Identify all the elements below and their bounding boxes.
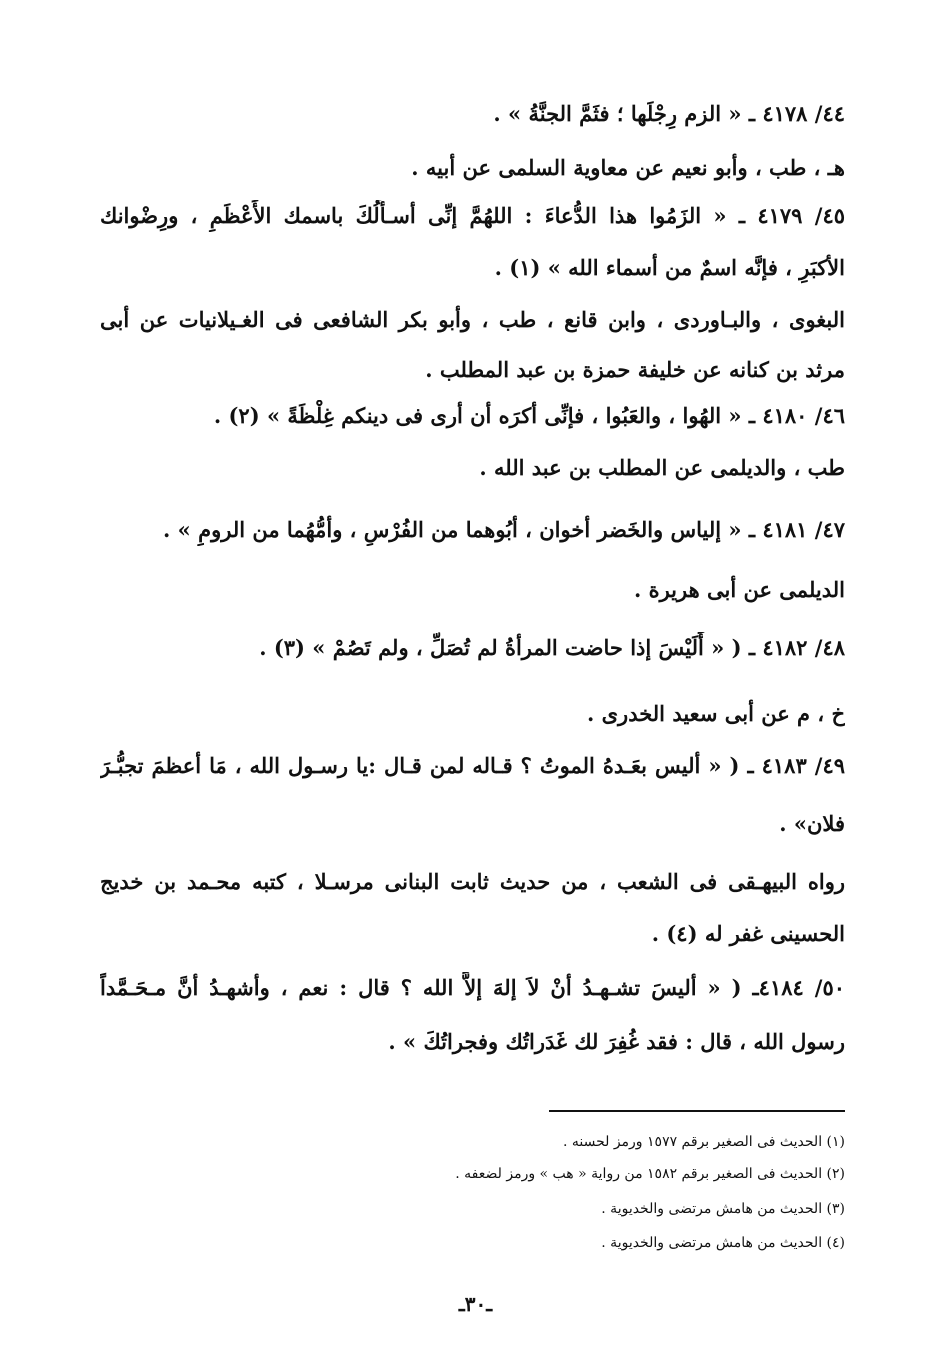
hadith-4182-line: ٤٨/ ٤١٨٢ ـ ( « أَلَيْسَ إذا حاضت المرأةُ لم تُصَلِّ ، ولم تَصُمْ » (٣) . bbox=[259, 635, 845, 660]
hadith-4179-source-line-2: مرثد بن كنانه عن خليفة حمزة بن عبد المطلب . bbox=[425, 357, 845, 382]
hadith-4178-line: ٤٤/ ٤١٧٨ ـ « الزم رِجْلَها ؛ فثَمَّ الجنَّةُ » . bbox=[493, 101, 845, 126]
hadith-4183-source-line-1: رواه البيهـقى فى الشعب ، من حديث ثابت البنانى مرسـلا ، كتبه محـمد بن خديج bbox=[100, 869, 845, 894]
hadith-4180-line: ٤٦/ ٤١٨٠ ـ « الهُوا ، والعَبُوا ، فإنِّى أكرَه أن أرى فى دينكم غِلْظَةً » (٢) . bbox=[213, 403, 845, 428]
hadith-4183-source-line-2: الحسينى غفر له (٤) . bbox=[651, 921, 845, 946]
hadith-4183-line-1: ٤٩/ ٤١٨٣ ـ ( « أليس بعَـدهُ الموتُ ؟ قـاله لمن قـال :يا رسـول الله ، مَا أعظمَ تجبُّـرَ bbox=[100, 753, 845, 778]
hadith-4181-line: ٤٧/ ٤١٨١ ـ « إلياس والخَضر أخوان ، أبُوهما من الفُرْسِ ، وأمُّهُما من الرومِ » . bbox=[163, 517, 845, 542]
hadith-4181-source: الديلمى عن أبى هريرة . bbox=[633, 577, 845, 602]
hadith-4180-source: طب ، والديلمى عن المطلب بن عبد الله . bbox=[479, 455, 845, 480]
hadith-4184-line-1: ٥٠/ ٤١٨٤ـ ( « أليسَ تشـهـدُ أنْ لاَ إلهَ إلاَّ الله ؟ قال : نعم ، وأشهـدُ أنَّ مـحَـمَّداً bbox=[100, 975, 845, 1000]
hadith-4178-source: هـ ، طب ، وأبو نعيم عن معاوية السلمى عن أبيه . bbox=[411, 155, 845, 180]
footnote-2: (٢) الحديث فى الصغير برقم ١٥٨٢ من رواية « هب » ورمز لضعفه . bbox=[455, 1166, 845, 1182]
hadith-4184-line-2: رسول الله ، قال : فقد غُفِرَ لك غَدَراتُك وفجراتُكَ » . bbox=[388, 1029, 845, 1054]
footnote-3: (٣) الحديث من هامش مرتضى والخديوية . bbox=[601, 1201, 845, 1217]
hadith-4179-line-2: الأكبَرِ ، فإنَّه اسمٌ من أسماء الله » (١) . bbox=[494, 255, 845, 280]
footnote-1: (١) الحديث فى الصغير برقم ١٥٧٧ ورمز لحسنه . bbox=[562, 1134, 845, 1150]
page-number: ـ٣٠ـ bbox=[458, 1292, 493, 1316]
footnote-4: (٤) الحديث من هامش مرتضى والخديوية . bbox=[601, 1235, 845, 1251]
footnote-separator bbox=[549, 1110, 845, 1112]
hadith-4179-line-1: ٤٥/ ٤١٧٩ ـ « الزَمُوا هذا الدُّعاءَ : اللهُمَّ إنِّى أسـأَلُكَ باسمك الأَعْظَمِ ، ورِضْوانك bbox=[100, 203, 845, 228]
hadith-4182-source: خ ، م عن أبى سعيد الخدرى . bbox=[587, 701, 845, 726]
hadith-4179-source-line-1: البغوى ، والبـاوردى ، وابن قانع ، طب ، وأبو بكر الشافعى فى الغـيلانيات عن أبى bbox=[100, 307, 845, 332]
hadith-4183-line-2: فلان» . bbox=[779, 811, 845, 836]
